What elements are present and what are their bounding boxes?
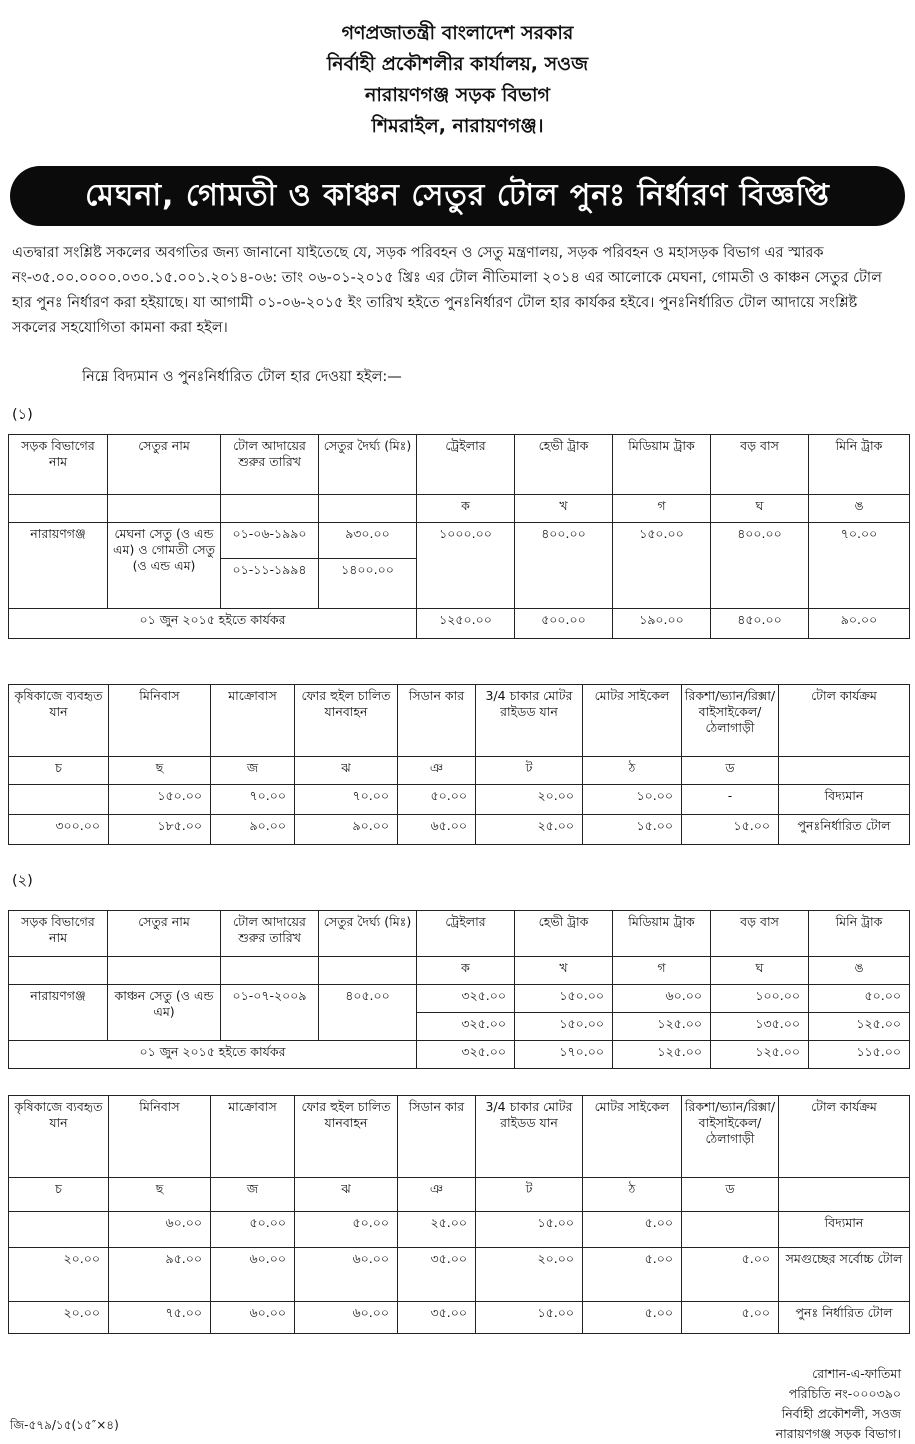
table-header: মিনিবাস: [109, 685, 211, 757]
table-row: [9, 985, 910, 1013]
toll-cell: ২০.০০: [9, 1302, 109, 1334]
signatory-name: রোশান-এ-ফাতিমা: [812, 1366, 901, 1381]
category-letter-row: [9, 1178, 910, 1212]
table-header: হেভী ট্রাক: [515, 435, 613, 495]
toll-cell: ২০.০০: [476, 1248, 583, 1302]
category-letter: ঠ: [583, 757, 682, 785]
table-header: হেভী ট্রাক: [515, 911, 613, 957]
table-row: [9, 1248, 910, 1302]
toll-cell: ৫০০.০০: [515, 609, 613, 639]
toll-cell: ১৫০.০০: [109, 785, 211, 815]
toll-cell: ৭৫.০০: [109, 1302, 211, 1334]
table-header: টোল আদায়ের শুরুর তারিখ: [221, 911, 319, 957]
category-letter: খ: [515, 957, 613, 985]
toll-cell: ৯০.০০: [295, 815, 398, 845]
toll-cell: ১৫.০০: [682, 815, 779, 845]
toll-table-3: [8, 910, 910, 1069]
category-letter: ঠ: [583, 1178, 682, 1212]
category-letter: ঝ: [295, 757, 398, 785]
category-letter: চ: [9, 1178, 109, 1212]
toll-cell: ৫.০০: [583, 1248, 682, 1302]
toll-cell: ৬০.০০: [211, 1302, 295, 1334]
toll-cell: ৬০.০০: [613, 985, 711, 1013]
table-header: ট্রেইলার: [417, 435, 515, 495]
table-row: [9, 523, 910, 559]
effective-label: ০১ জুন ২০১৫ হইতে কার্যকর: [9, 609, 417, 639]
toll-status: পুনঃনির্ধারিত টোল: [779, 815, 910, 845]
category-letter: ক: [417, 495, 515, 523]
table-header: সেতুর দৈর্ঘ্য (মিঃ): [319, 911, 417, 957]
toll-cell: ৪০০.০০: [515, 523, 613, 609]
table-header: টোল কার্যক্রম: [779, 1096, 910, 1178]
toll-cell: ৪০০.০০: [711, 523, 809, 609]
table-header: ট্রেইলার: [417, 911, 515, 957]
division-name: নারায়ণগঞ্জ সড়ক বিভাগ: [365, 84, 550, 106]
section-2-label: (২): [12, 873, 33, 889]
toll-cell: [9, 1212, 109, 1248]
toll-cell: ১৫.০০: [476, 1302, 583, 1334]
toll-cell: ১৩৫.০০: [711, 1013, 809, 1041]
table-row: [9, 1212, 910, 1248]
notice-paragraph: এতদ্বারা সংশ্লিষ্ট সকলের অবগতির জন্য জানানো যাইতেছে যে, সড়ক পরিবহন ও সেতু মন্ত্রণালয়, সড়ক পরিবহন ও মহাসড়ক বিভাগ এর স্মারক নং-৩৫.০০.০০০০.০৩০.১৫.০০১.২০১৪-০৬: তাং ০৬-০১-২০১৫ খ্রিঃ এর টোল নীতিমালা ২০১৪ এর আলোকে মেঘনা, গোমতী ও কাঞ্চন সেতুর টোল হার পুনঃ নির্ধারণ করা হইয়াছে। যা আগামী ০১-০৬-২০১৫ ইং তারিখ হইতে পুনঃনির্ধারণ টোল হার কার্যকর হইবে। পুনঃনির্ধারিত টোল আদায়ে সংশ্লিষ্ট সকলের সহযোগিতা কামনা করা হইল।: [12, 245, 882, 336]
section-1-label: (১): [12, 407, 33, 423]
table-header: ফোর হুইল চালিত যানবাহন: [295, 1096, 398, 1178]
toll-cell: ৭০.০০: [211, 785, 295, 815]
date-cell: ০১-০৭-২০০৯: [221, 985, 319, 1041]
table-header: সড়ক বিভাগের নাম: [9, 911, 108, 957]
toll-cell: ১২৫০.০০: [417, 609, 515, 639]
notice-subtitle: নিম্নে বিদ্যমান ও পুনঃনির্ধারিত টোল হার দেওয়া হইল:—: [82, 369, 402, 385]
table-header: কৃষিকাজে ব্যবহৃত যান: [9, 1096, 109, 1178]
toll-cell: ১৫০.০০: [515, 985, 613, 1013]
table-header: সেতুর নাম: [108, 435, 221, 495]
toll-cell: ৪৫০.০০: [711, 609, 809, 639]
office-location: শিমরাইল, নারায়ণগঞ্জ।: [371, 115, 544, 137]
toll-status: বিদ্যমান: [779, 785, 910, 815]
toll-cell: ২৫.০০: [476, 815, 583, 845]
toll-cell: ১২৫.০০: [613, 1041, 711, 1069]
reference-code: জি-৫৭৯/১৫(১৫″×৪): [10, 1418, 119, 1432]
toll-cell: ১০.০০: [583, 785, 682, 815]
signatory-office: নারায়ণগঞ্জ সড়ক বিভাগ।: [775, 1426, 901, 1441]
table-header: সেতুর দৈর্ঘ্য (মিঃ): [319, 435, 417, 495]
toll-status: সমগুচ্ছের সর্বোচ্চ টোল: [779, 1248, 910, 1302]
table-row: [9, 815, 910, 845]
toll-cell: ৯০.০০: [211, 815, 295, 845]
table-header: 3/4 চাকার মোটর রাইডড যান: [476, 1096, 583, 1178]
toll-cell: ৫.০০: [583, 1212, 682, 1248]
category-letter: ড: [682, 1178, 779, 1212]
toll-cell: ২৫.০০: [398, 1212, 476, 1248]
toll-cell: ১৫.০০: [583, 815, 682, 845]
table-header: ফোর হুইল চালিত যানবাহন: [295, 685, 398, 757]
date-cell: ০১-০৬-১৯৯০: [221, 523, 319, 559]
table-header: বড় বাস: [711, 911, 809, 957]
table-header: কৃষিকাজে ব্যবহৃত যান: [9, 685, 109, 757]
toll-cell: ৩২৫.০০: [417, 1013, 515, 1041]
table-header: সিডান কার: [398, 685, 476, 757]
category-letter: ঙ: [809, 957, 910, 985]
office-header: [0, 18, 915, 142]
table-header: মিনিবাস: [109, 1096, 211, 1178]
table-header: 3/4 চাকার মোটর রাইডড যান: [476, 685, 583, 757]
toll-cell: ৩০০.০০: [9, 815, 109, 845]
toll-cell: ২০.০০: [9, 1248, 109, 1302]
category-letter: ঝ: [295, 1178, 398, 1212]
division-cell: নারায়ণগঞ্জ: [9, 523, 108, 609]
toll-cell: ৫.০০: [682, 1248, 779, 1302]
office-name: নির্বাহী প্রকৌশলীর কার্যালয়, সওজ: [326, 53, 589, 75]
table-header: রিকশা/ভ্যান/রিক্সা/ বাইসাইকেল/ ঠেলাগাড়ী: [682, 1096, 779, 1178]
division-cell: নারায়ণগঞ্জ: [9, 985, 108, 1041]
toll-cell: ১২৫.০০: [711, 1041, 809, 1069]
category-letter: গ: [613, 957, 711, 985]
table-header: টোল কার্যক্রম: [779, 685, 910, 757]
toll-status: পুনঃ নির্ধারিত টোল: [779, 1302, 910, 1334]
table-header: মিডিয়াম ট্রাক: [613, 435, 711, 495]
toll-cell: ১২৫.০০: [613, 1013, 711, 1041]
toll-cell: ১০০.০০: [711, 985, 809, 1013]
toll-cell: ৫.০০: [682, 1302, 779, 1334]
category-letter: ঞ: [398, 757, 476, 785]
signatory-title: নির্বাহী প্রকৌশলী, সওজ: [781, 1406, 901, 1421]
toll-cell: ৭০.০০: [809, 523, 910, 609]
signature-block: [776, 1364, 901, 1444]
toll-table-1: [8, 434, 910, 639]
table-header: মাক্রোবাস: [211, 1096, 295, 1178]
table-header: মিনি ট্রাক: [809, 911, 910, 957]
category-letter: ঙ: [809, 495, 910, 523]
bridge-name-cell: মেঘনা সেতু (ও এন্ড এম) ও গোমতী সেতু (ও এন্ড এম): [108, 523, 221, 609]
toll-cell: ৩৫.০০: [398, 1248, 476, 1302]
toll-cell: ৭০.০০: [295, 785, 398, 815]
toll-cell: ১২৫.০০: [809, 1013, 910, 1041]
toll-cell: [682, 1212, 779, 1248]
toll-cell: ৫০.০০: [211, 1212, 295, 1248]
effective-label: ০১ জুন ২০১৫ হইতে কার্যকর: [9, 1041, 417, 1069]
table-header: বড় বাস: [711, 435, 809, 495]
category-letter: জ: [211, 757, 295, 785]
table-header: মিনি ট্রাক: [809, 435, 910, 495]
category-letter: গ: [613, 495, 711, 523]
category-letter: ড: [682, 757, 779, 785]
signatory-id: পরিচিতি নং-০০০৩৯০: [788, 1386, 901, 1401]
government-name: গণপ্রজাতন্ত্রী বাংলাদেশ সরকার: [341, 22, 574, 44]
category-letter: ক: [417, 957, 515, 985]
category-letter: ছ: [109, 1178, 211, 1212]
category-letter: চ: [9, 757, 109, 785]
category-letter: ঘ: [711, 957, 809, 985]
table-header: সিডান কার: [398, 1096, 476, 1178]
toll-status: বিদ্যমান: [779, 1212, 910, 1248]
category-letter-row: [9, 757, 910, 785]
table-header: মিডিয়াম ট্রাক: [613, 911, 711, 957]
toll-cell: ৬০.০০: [295, 1248, 398, 1302]
category-letter: [779, 757, 910, 785]
date-cell: ০১-১১-১৯৯৪: [221, 559, 319, 609]
toll-cell: ১৭০.০০: [515, 1041, 613, 1069]
category-letter: খ: [515, 495, 613, 523]
toll-cell: ১৮৫.০০: [109, 815, 211, 845]
length-cell: ১৪০০.০০: [319, 559, 417, 609]
toll-cell: ১৫.০০: [476, 1212, 583, 1248]
table-row: [9, 785, 910, 815]
toll-cell: ৯০.০০: [809, 609, 910, 639]
toll-cell: -: [682, 785, 779, 815]
toll-cell: ১১৫.০০: [809, 1041, 910, 1069]
table-header-row: [9, 911, 910, 957]
table-header-row: [9, 1096, 910, 1178]
table-header: রিকশা/ভ্যান/রিক্সা/ বাইসাইকেল/ ঠেলাগাড়ী: [682, 685, 779, 757]
category-letter: জ: [211, 1178, 295, 1212]
toll-table-4: [8, 1095, 910, 1334]
length-cell: ৪০৫.০০: [319, 985, 417, 1041]
category-letter: ট: [476, 1178, 583, 1212]
category-letter-row: [9, 957, 910, 985]
toll-cell: ৩২৫.০০: [417, 1041, 515, 1069]
category-letter: ঘ: [711, 495, 809, 523]
table-header-row: [9, 435, 910, 495]
toll-table-2: [8, 684, 910, 845]
toll-cell: ৬০.০০: [295, 1302, 398, 1334]
toll-cell: ৩৫.০০: [398, 1302, 476, 1334]
toll-cell: ১৯০.০০: [613, 609, 711, 639]
notice-title-banner: মেঘনা, গোমতী ও কাঞ্চন সেতুর টোল পুনঃ নির্ধারণ বিজ্ঞপ্তি: [10, 166, 905, 226]
toll-cell: ৫০.০০: [809, 985, 910, 1013]
toll-cell: ১০০০.০০: [417, 523, 515, 609]
bridge-name-cell: কাঞ্চন সেতু (ও এন্ড এম): [108, 985, 221, 1041]
table-header-row: [9, 685, 910, 757]
effective-row: [9, 1041, 910, 1069]
table-header: মোটর সাইকেল: [583, 1096, 682, 1178]
toll-cell: ৯৫.০০: [109, 1248, 211, 1302]
toll-cell: ৬০.০০: [109, 1212, 211, 1248]
table-header: সড়ক বিভাগের নাম: [9, 435, 108, 495]
table-header: সেতুর নাম: [108, 911, 221, 957]
toll-cell: ১৫০.০০: [613, 523, 711, 609]
table-header: মোটর সাইকেল: [583, 685, 682, 757]
toll-cell: ৫০.০০: [295, 1212, 398, 1248]
toll-cell: ১৫০.০০: [515, 1013, 613, 1041]
toll-cell: ৬০.০০: [211, 1248, 295, 1302]
category-letter: ট: [476, 757, 583, 785]
toll-cell: ২০.০০: [476, 785, 583, 815]
effective-row: [9, 609, 910, 639]
toll-cell: ৫.০০: [583, 1302, 682, 1334]
toll-cell: ৩২৫.০০: [417, 985, 515, 1013]
category-letter: ঞ: [398, 1178, 476, 1212]
toll-cell: ৬৫.০০: [398, 815, 476, 845]
table-header: মাক্রোবাস: [211, 685, 295, 757]
category-letter-row: [9, 495, 910, 523]
category-letter: [779, 1178, 910, 1212]
category-letter: ছ: [109, 757, 211, 785]
toll-cell: ৫০.০০: [398, 785, 476, 815]
toll-cell: [9, 785, 109, 815]
table-header: টোল আদায়ের শুরুর তারিখ: [221, 435, 319, 495]
table-row: [9, 1302, 910, 1334]
length-cell: ৯৩০.০০: [319, 523, 417, 559]
